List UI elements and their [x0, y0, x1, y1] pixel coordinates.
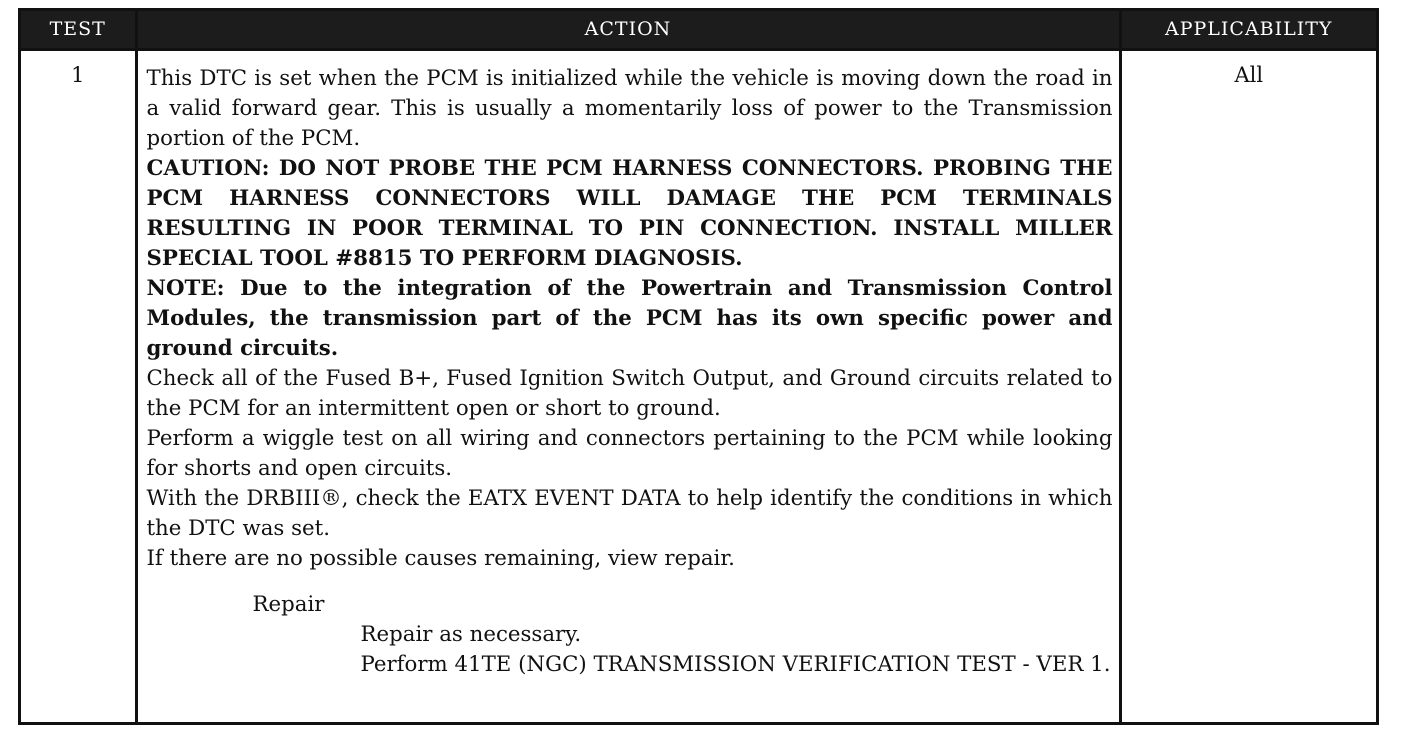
header-applicability: APPLICABILITY: [1120, 11, 1376, 49]
action-cell: [136, 49, 1120, 722]
repair-block: [147, 590, 1113, 680]
diagnostic-table-frame: [18, 8, 1379, 725]
repair-step: Repair as necessary.: [360, 621, 582, 647]
action-paragraph: If there are no possible causes remaining, view repair.: [146, 545, 735, 571]
action-paragraph: Perform a wiggle test on all wiring and connectors pertaining to the PCM while looking for shorts and open circuits.: [146, 425, 1113, 481]
note-paragraph: NOTE: Due to the integration of the Powertrain and Transmission Control Modules, the transmission part of the PCM has its own specific power and ground circuits.: [146, 275, 1113, 361]
action-paragraph: This DTC is set when the PCM is initialized while the vehicle is moving down the road in a valid forward gear. This is usually a momentarily loss of power to the Transmission portion of the PCM.: [146, 65, 1113, 151]
action-text: [138, 51, 1119, 680]
action-paragraph: With the DRBIII®, check the EATX EVENT DATA to help identify the conditions in which the DTC was set.: [146, 485, 1113, 541]
applicability-value: All: [1234, 62, 1264, 87]
header-action: ACTION: [136, 11, 1120, 49]
repair-step: Perform 41TE (NGC) TRANSMISSION VERIFICATION TEST - VER 1.: [360, 651, 1111, 677]
caution-paragraph: CAUTION: DO NOT PROBE THE PCM HARNESS CONNECTORS. PROBING THE PCM HARNESS CONNECTORS WILL DAMAGE THE PCM TERMINALS RESULTING IN POOR TERMINAL TO PIN CONNECTION. INSTALL MILLER SPECIAL TOOL #8815 TO PERFORM DIAGNOSIS.: [146, 155, 1113, 271]
test-cell: [21, 49, 136, 722]
diagnostic-procedure-table: [21, 11, 1376, 722]
test-number: 1: [71, 62, 85, 87]
header-test: TEST: [21, 11, 136, 49]
repair-steps: [147, 620, 1113, 680]
action-paragraph: Check all of the Fused B+, Fused Ignition Switch Output, and Ground circuits related to the PCM for an intermittent open or short to ground.: [146, 365, 1113, 421]
table-row: [21, 49, 1376, 722]
applicability-cell: [1120, 49, 1376, 722]
repair-label: Repair: [252, 591, 325, 617]
table-header-row: [21, 11, 1376, 49]
